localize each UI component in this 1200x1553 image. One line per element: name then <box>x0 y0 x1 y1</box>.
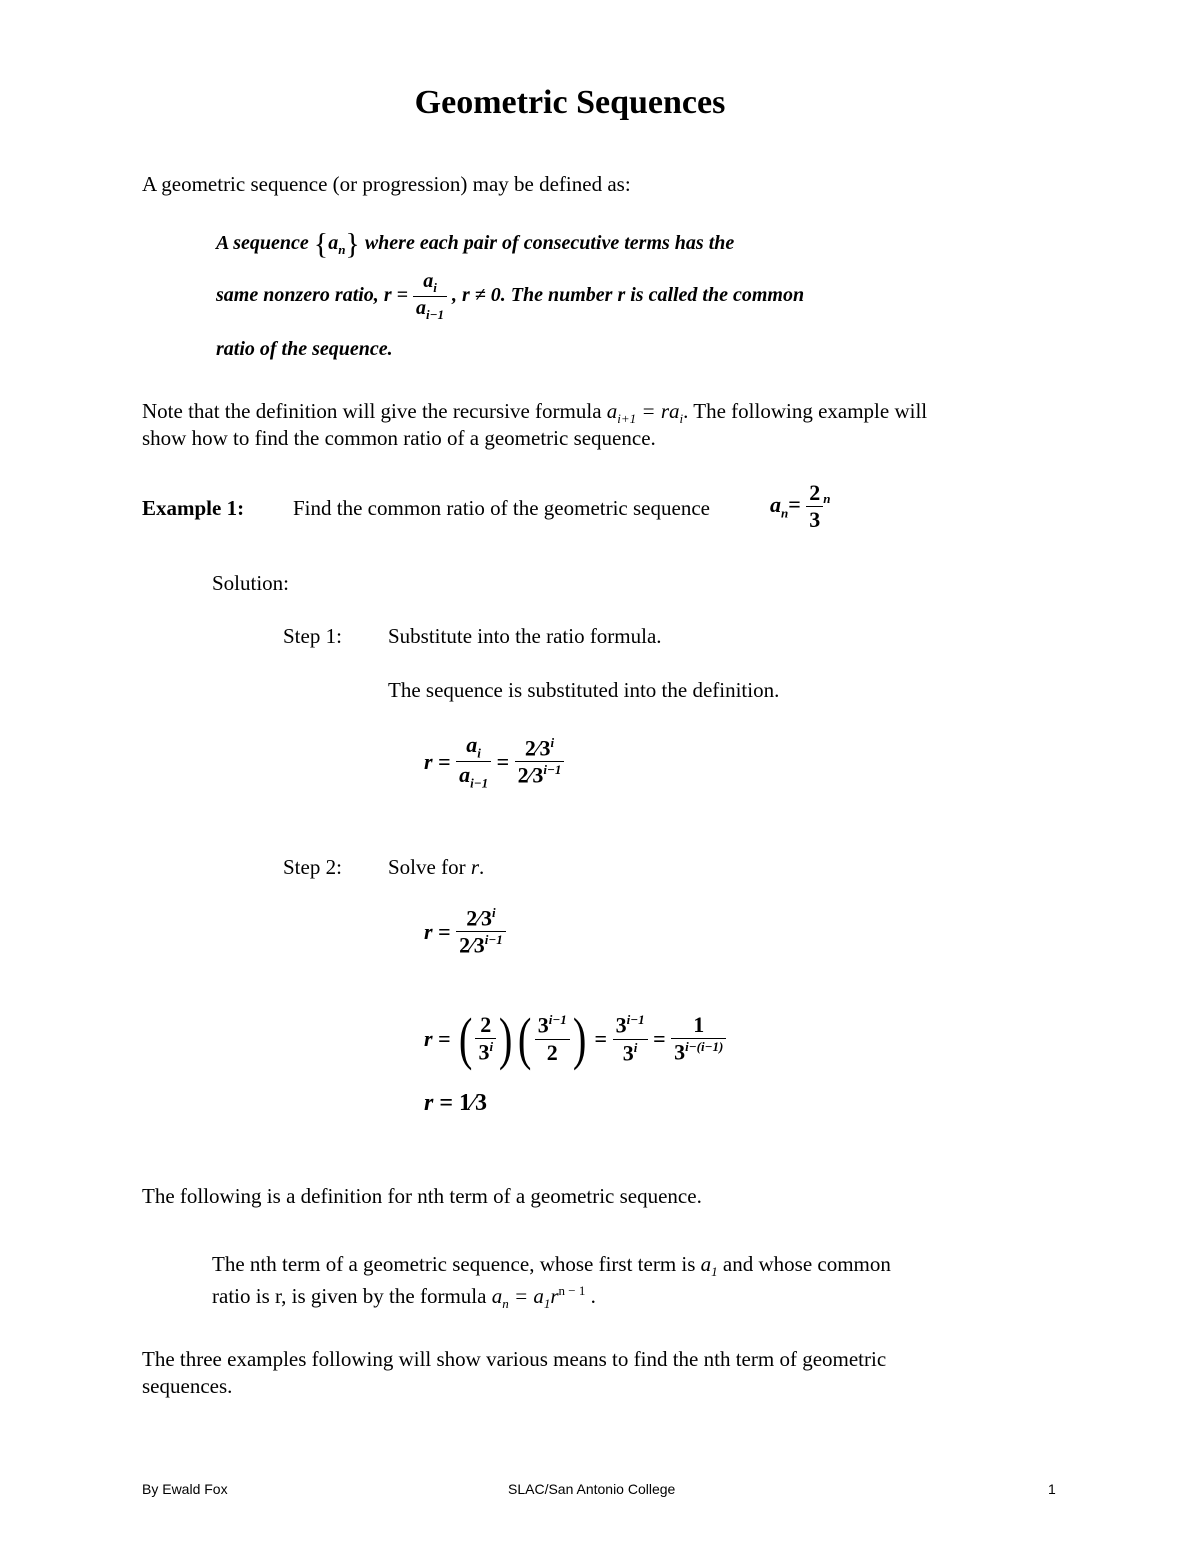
step-2-period: . <box>479 855 485 879</box>
closing-line-2: sequences. <box>142 1374 233 1398</box>
step-2-equation-2: r = ( $\frac{2}{3^i}$ )( $\frac{3^{i-1}}{2}$ ) = $\frac{3^{i-1}}{3^i}$ = $\frac{1}{3^{i-(i-1)}}$ <box>424 1010 726 1068</box>
step-1-subtext: The sequence is substituted into the definition. <box>388 678 780 702</box>
footer-institution: SLAC/San Antonio College <box>508 1481 676 1497</box>
nth-def-text: and whose common <box>722 1252 891 1276</box>
page-title: Geometric Sequences <box>414 84 726 121</box>
note-text: . The following example will <box>683 399 928 423</box>
step-2-text-a: Solve for <box>388 855 466 879</box>
footer-page-number: 1 <box>1048 1481 1056 1497</box>
closing-line-1: The three examples following will show various means to find the nth term of geometric <box>142 1347 887 1371</box>
step-2-equation-3: r = 1⁄3 <box>424 1090 488 1116</box>
step-2-variable: r <box>470 855 480 879</box>
step-1-text: Substitute into the ratio formula. <box>388 624 662 648</box>
ratio-fraction: $\frac{a_i}{a_{i-1}}$ <box>413 270 447 323</box>
footer-author: By Ewald Fox <box>142 1481 228 1497</box>
definition-text: where each pair of consecutive terms has the <box>364 232 735 254</box>
first-term-symbol: $a_1$ <box>700 1252 718 1280</box>
definition-line-1: A sequence $\{a_n\}$ where each pair of consecutive terms has the <box>216 227 735 261</box>
step-1-label: Step 1: <box>283 624 342 648</box>
step-1-equation: r = $\frac{a_i}{a_{i-1}}$ = $\frac{2⁄3^i}{2⁄3^{i-1}}$ <box>424 732 564 792</box>
example-1-text: Find the common ratio of the geometric sequence <box>293 496 710 520</box>
step-2-label: Step 2: <box>283 855 342 879</box>
nth-term-intro: The following is a definition for nth term of a geometric sequence. <box>142 1184 702 1208</box>
intro-text: A geometric sequence (or progression) may be defined as: <box>142 172 631 196</box>
definition-line-2: same nonzero ratio, r = $\frac{a_i}{a_{i-1}}$ , r ≠ 0. The number r is called the common <box>216 270 805 322</box>
solution-label: Solution: <box>212 571 290 595</box>
nth-term-def-line-2 <box>212 1277 596 1318</box>
nth-def-text: . <box>590 1284 596 1308</box>
definition-text: A sequence <box>216 232 309 254</box>
example-1-label: Example 1: <box>142 496 245 520</box>
step-2-text <box>388 853 484 881</box>
example-1-sequence: $a_n=$ $\frac{2}{3}$ $^n$ <box>770 480 831 532</box>
nth-def-text: The nth term of a geometric sequence, whose first term is <box>212 1252 696 1276</box>
definition-text: same nonzero ratio, <box>216 284 379 307</box>
step-2-equation-1: r = $\frac{2⁄3^i}{2⁄3^{i-1}}$ <box>424 905 506 959</box>
recursive-formula: $a_{i+1} = ra_i$ <box>606 399 684 427</box>
note-line-2: show how to find the common ratio of a geometric sequence. <box>142 426 656 450</box>
note-text: Note that the definition will give the recursive formula <box>142 399 602 423</box>
nth-def-text: ratio is r, is given by the formula <box>212 1284 487 1308</box>
nth-term-formula: $a_n = a_1r^{n - 1}$ <box>491 1283 586 1312</box>
definition-text: , r ≠ 0. The number r is called the common <box>452 284 805 307</box>
definition-line-3: ratio of the sequence. <box>216 338 393 360</box>
